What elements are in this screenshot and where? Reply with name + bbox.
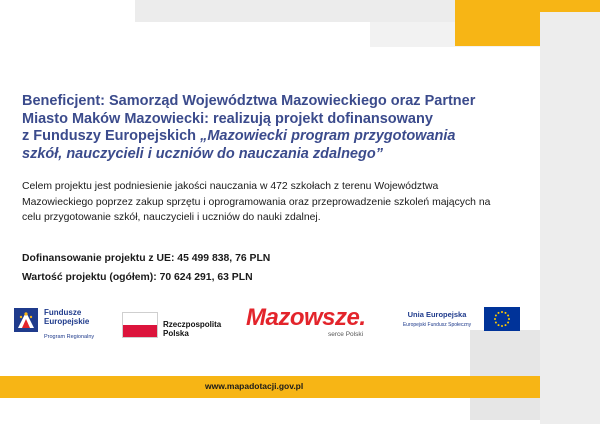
heading-line-2: Miasto Maków Mazowiecki: realizują projekt dofinansowany: [22, 110, 433, 127]
decor-yellow-block: [455, 0, 540, 46]
heading-line-3-italic: „Mazowiecki program przygotowania: [200, 128, 456, 144]
unia-europejska-logo: [396, 300, 536, 346]
project-total-value: Wartość projektu (ogółem): 70 624 291, 63 PLN: [22, 272, 253, 283]
footer-website-link[interactable]: www.mapadotacji.gov.pl: [205, 381, 304, 391]
fundusze-europejskie-logo: [14, 300, 124, 346]
logo-bar: [14, 300, 534, 346]
fundusze-europejskie-icon: [14, 308, 38, 332]
efs-text: Europejski Fundusz Społeczny: [402, 322, 472, 328]
decor-yellow-strip: [540, 0, 600, 12]
rzeczpospolita-polska-logo: [122, 300, 247, 346]
polish-flag-icon: [122, 312, 158, 338]
eu-flag-icon: [484, 307, 520, 331]
heading-line-3: z Funduszy Europejskich: [22, 128, 201, 144]
eu-funding-amount: Dofinansowanie projektu z UE: 45 499 838, 76 PLN: [22, 253, 271, 264]
fundusze-europejskie-text: Fundusze Europejskie: [44, 308, 90, 326]
decor-grey-band-top: [135, 0, 465, 22]
rzeczpospolita-polska-text: Rzeczpospolita Polska: [163, 320, 222, 338]
decor-grey-band-right: [540, 0, 600, 424]
mazowsze-logo: [246, 300, 386, 346]
heading-line-1: Beneficjent: Samorząd Województwa Mazowieckiego oraz Partner: [22, 93, 476, 109]
project-heading: [22, 93, 492, 163]
serce-polski-tagline: serce Polski: [328, 331, 364, 338]
project-description: Celem projektu jest podniesienie jakości nauczania w 472 szkołach z terenu Województwa Mazowieckiego poprzez zakup sprzętu i oprogramowania oraz przeprowadzenie szkoleń mających na celu przygotowanie szkół, nauczycieli i uczniów do nauki zdalnej.: [22, 181, 491, 223]
unia-europejska-text: Unia Europejska: [407, 310, 467, 319]
program-regionalny-text: Program Regionalny: [44, 334, 95, 340]
heading-line-4-italic: szkół, nauczycieli i uczniów do nauczania zdalnego”: [22, 145, 383, 162]
mazowsze-wordmark: Mazowsze.: [246, 304, 366, 331]
